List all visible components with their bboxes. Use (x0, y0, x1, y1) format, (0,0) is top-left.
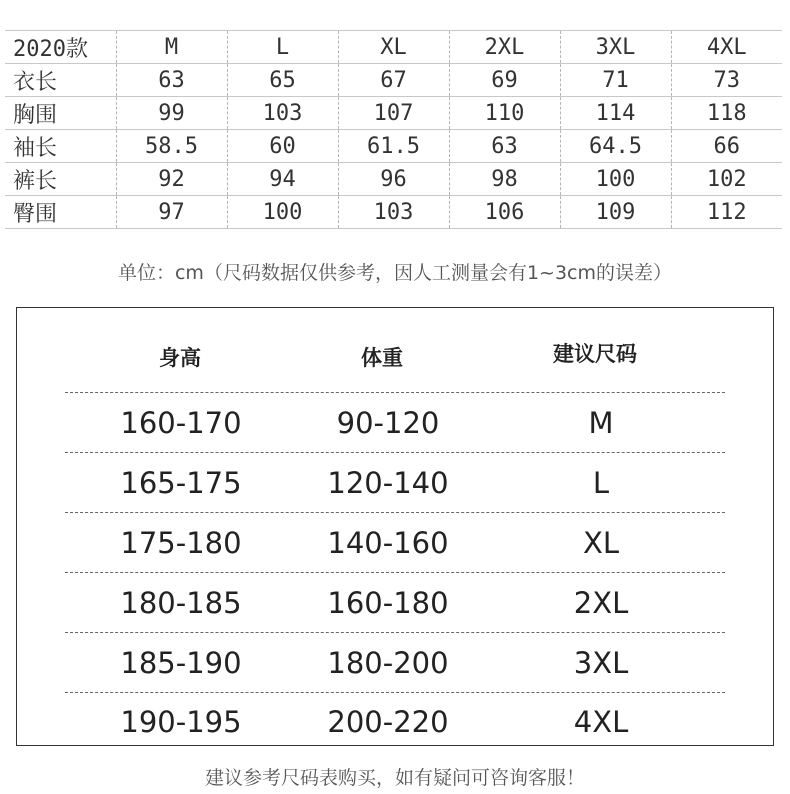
table-row (5, 97, 782, 130)
size-table-header-row (5, 31, 782, 64)
height-cell: 175-180 (120, 526, 242, 560)
size-table-header-3xl: 3XL (560, 31, 671, 64)
table-cell: 118 (671, 97, 782, 130)
table-cell: 69 (449, 64, 560, 97)
divider (65, 632, 725, 633)
table-cell: 92 (116, 163, 227, 196)
table-cell: 73 (671, 64, 782, 97)
size-cell: 3XL (573, 646, 629, 680)
table-cell: 96 (338, 163, 449, 196)
table-cell: 60 (227, 130, 338, 163)
weight-header: 体重 (361, 346, 403, 370)
row-label: 衣长 (5, 64, 116, 97)
table-cell: 65 (227, 64, 338, 97)
table-cell: 109 (560, 196, 671, 229)
height-cell: 165-175 (120, 466, 242, 500)
height-cell: 180-185 (120, 586, 242, 620)
table-cell: 102 (671, 163, 782, 196)
table-cell: 103 (227, 97, 338, 130)
table-cell: 107 (338, 97, 449, 130)
height-cell: 185-190 (120, 646, 242, 680)
size-table-header-l: L (227, 31, 338, 64)
weight-cell: 120-140 (327, 466, 449, 500)
divider (65, 692, 725, 693)
size-table-header-year: 2020款 (5, 31, 116, 64)
size-table-header-2xl: 2XL (449, 31, 560, 64)
table-cell: 114 (560, 97, 671, 130)
size-recommendation-box (16, 307, 774, 746)
table-cell: 100 (227, 196, 338, 229)
table-cell: 64.5 (560, 130, 671, 163)
unit-note: 单位：cm（尺码数据仅供参考，因人工测量会有1~3cm的误差） (117, 262, 672, 284)
size-table-header-4xl: 4XL (671, 31, 782, 64)
size-cell: 4XL (573, 705, 629, 739)
row-label: 袖长 (5, 130, 116, 163)
size-table-header-m: M (116, 31, 227, 64)
table-cell: 66 (671, 130, 782, 163)
table-row (5, 196, 782, 229)
row-label: 胸围 (5, 97, 116, 130)
divider (65, 392, 725, 393)
table-cell: 99 (116, 97, 227, 130)
table-cell: 71 (560, 64, 671, 97)
table-cell: 103 (338, 196, 449, 229)
table-cell: 112 (671, 196, 782, 229)
table-cell: 67 (338, 64, 449, 97)
divider (65, 572, 725, 573)
weight-cell: 180-200 (327, 646, 449, 680)
table-cell: 61.5 (338, 130, 449, 163)
footer-note: 建议参考尺码表购买，如有疑问可咨询客服！ (204, 767, 585, 789)
size-table (5, 30, 782, 229)
size-cell: 2XL (573, 586, 629, 620)
table-cell: 63 (449, 130, 560, 163)
weight-cell: 160-180 (327, 586, 449, 620)
table-cell: 106 (449, 196, 560, 229)
table-cell: 98 (449, 163, 560, 196)
size-table-header-xl: XL (338, 31, 449, 64)
height-header: 身高 (159, 346, 201, 370)
table-cell: 63 (116, 64, 227, 97)
divider (65, 452, 725, 453)
table-cell: 94 (227, 163, 338, 196)
weight-cell: 140-160 (327, 526, 449, 560)
weight-cell: 200-220 (327, 705, 449, 739)
size-cell: L (592, 466, 610, 500)
table-cell: 110 (449, 97, 560, 130)
table-row (5, 163, 782, 196)
table-cell: 100 (560, 163, 671, 196)
size-cell: XL (582, 526, 620, 560)
size-header: 建议尺码 (553, 342, 637, 366)
table-row (5, 64, 782, 97)
weight-cell: 90-120 (336, 406, 440, 440)
row-label: 臀围 (5, 196, 116, 229)
table-cell: 97 (116, 196, 227, 229)
table-cell: 58.5 (116, 130, 227, 163)
row-label: 裤长 (5, 163, 116, 196)
table-row (5, 130, 782, 163)
size-cell: M (588, 406, 614, 440)
height-cell: 190-195 (120, 705, 242, 739)
divider (65, 512, 725, 513)
height-cell: 160-170 (120, 406, 242, 440)
